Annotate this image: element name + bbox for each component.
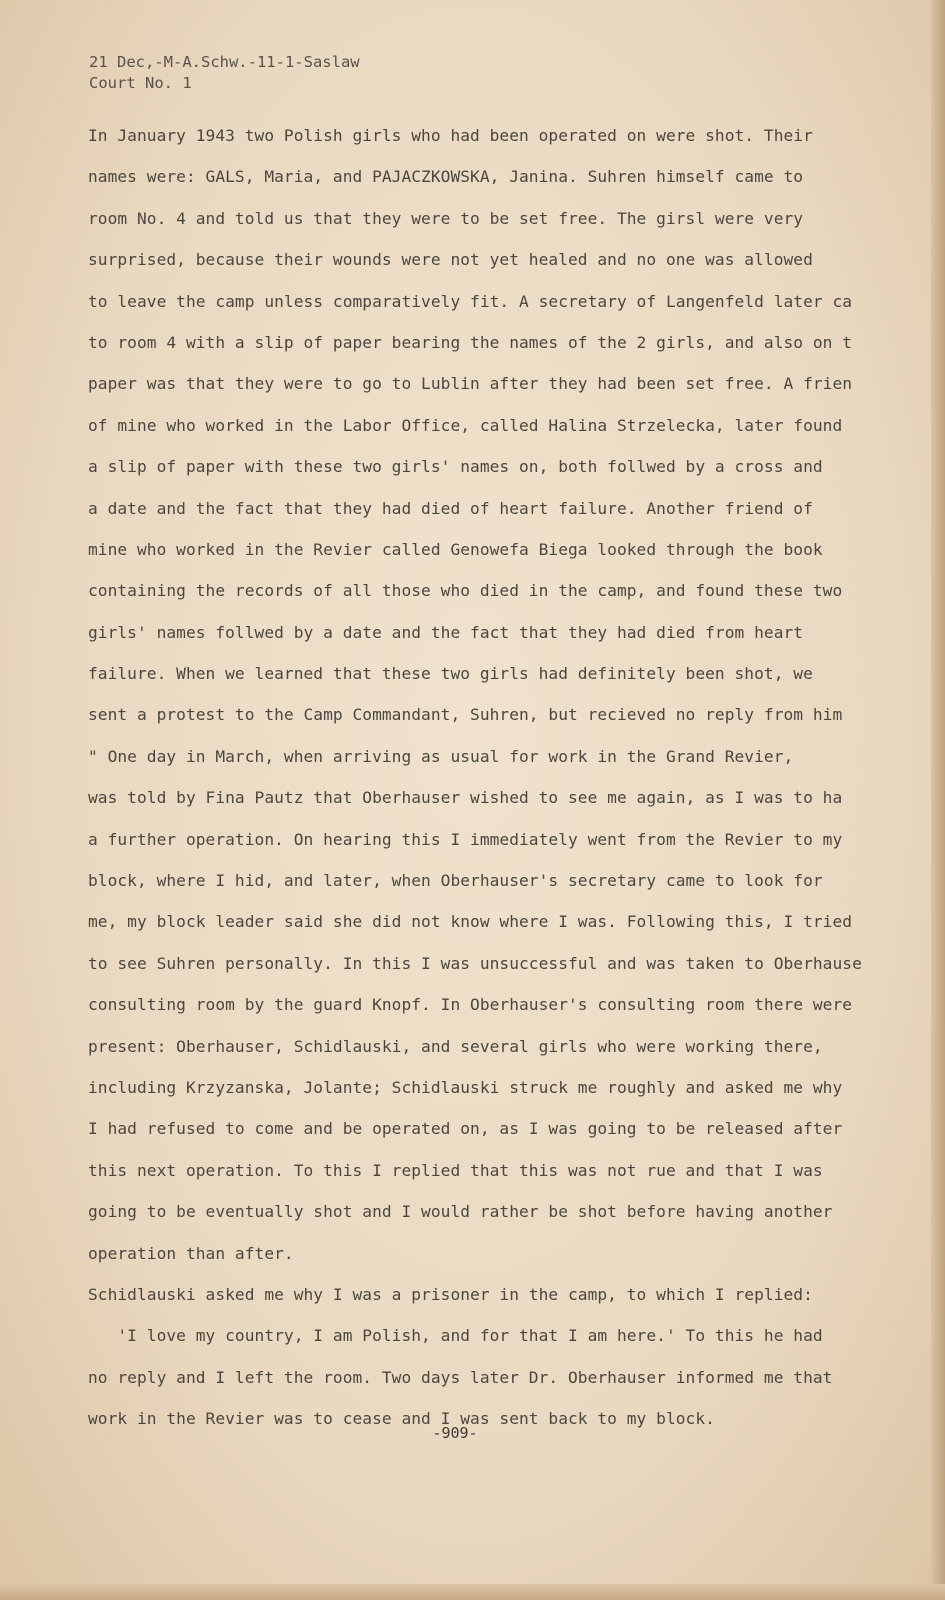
text-line: consulting room by the guard Knopf. In Oberhauser's consulting room there were (88, 995, 853, 1015)
text-line: block, where I hid, and later, when Oberhauser's secretary came to look for (88, 871, 823, 891)
text-line: failure. When we learned that these two girls had definitely been shot, we (88, 664, 813, 684)
text-line: to room 4 with a slip of paper bearing the names of the 2 girls, and also on t (88, 332, 853, 352)
text-line: a date and the fact that they had died of heart failure. Another friend of (88, 498, 813, 518)
header-court-line: Court No. 1 (89, 74, 192, 92)
text-line: paper was that they were to go to Lublin after they had been set free. A frien (88, 374, 853, 394)
text-line: work in the Revier was to cease and I was sent back to my block. (88, 1409, 715, 1429)
text-line: a slip of paper with these two girls' names on, both follwed by a cross and (88, 457, 823, 477)
header-case-line: 21 Dec,-M-A.Schw.-11-1-Saslaw (89, 53, 360, 71)
page-number: -909- (432, 1424, 478, 1442)
text-line: I had refused to come and be operated on, as I was going to be released after (88, 1119, 843, 1139)
text-line: this next operation. To this I replied that this was not rue and that I was (88, 1160, 823, 1180)
text-line: containing the records of all those who died in the camp, and found these two (88, 581, 843, 601)
text-line: " One day in March, when arriving as usual for work in the Grand Revier, (88, 746, 794, 766)
page-edge-bottom (0, 1584, 945, 1600)
text-line: girls' names follwed by a date and the fact that they had died from heart (88, 622, 804, 642)
text-line: a further operation. On hearing this I immediately went from the Revier to my (88, 829, 843, 849)
text-line: names were: GALS, Maria, and PAJACZKOWSKA, Janina. Suhren himself came to (88, 167, 804, 187)
text-line: to leave the camp unless comparatively fit. A secretary of Langenfeld later ca (88, 291, 853, 311)
text-line: operation than after. (88, 1243, 294, 1263)
text-line: surprised, because their wounds were not yet healed and no one was allowed (88, 250, 813, 270)
text-line: Schidlauski asked me why I was a prisoner in the camp, to which I replied: (88, 1284, 813, 1304)
text-line: sent a protest to the Camp Commandant, Suhren, but recieved no reply from him (88, 705, 843, 725)
text-line: me, my block leader said she did not know where I was. Following this, I tried (88, 912, 853, 932)
text-line: mine who worked in the Revier called Genowefa Biega looked through the book (88, 539, 823, 559)
text-line: room No. 4 and told us that they were to be set free. The girsl were very (88, 208, 804, 228)
text-line: present: Oberhauser, Schidlauski, and several girls who were working there, (88, 1036, 823, 1056)
text-line: 'I love my country, I am Polish, and for that I am here.' To this he had (88, 1326, 823, 1346)
document-header (89, 52, 360, 94)
text-line: going to be eventually shot and I would rather be shot before having another (88, 1202, 833, 1222)
page-edge-right (931, 0, 945, 1600)
text-line: including Krzyzanska, Jolante; Schidlauski struck me roughly and asked me why (88, 1077, 843, 1097)
text-line: was told by Fina Pautz that Oberhauser wished to see me again, as I was to ha (88, 788, 843, 808)
testimony-text (88, 115, 888, 1440)
text-line: no reply and I left the room. Two days later Dr. Oberhauser informed me that (88, 1367, 833, 1387)
text-line: to see Suhren personally. In this I was unsuccessful and was taken to Oberhause (88, 953, 862, 973)
text-line: In January 1943 two Polish girls who had been operated on were shot. Their (88, 126, 813, 145)
text-line: of mine who worked in the Labor Office, called Halina Strzelecka, later found (88, 415, 843, 435)
